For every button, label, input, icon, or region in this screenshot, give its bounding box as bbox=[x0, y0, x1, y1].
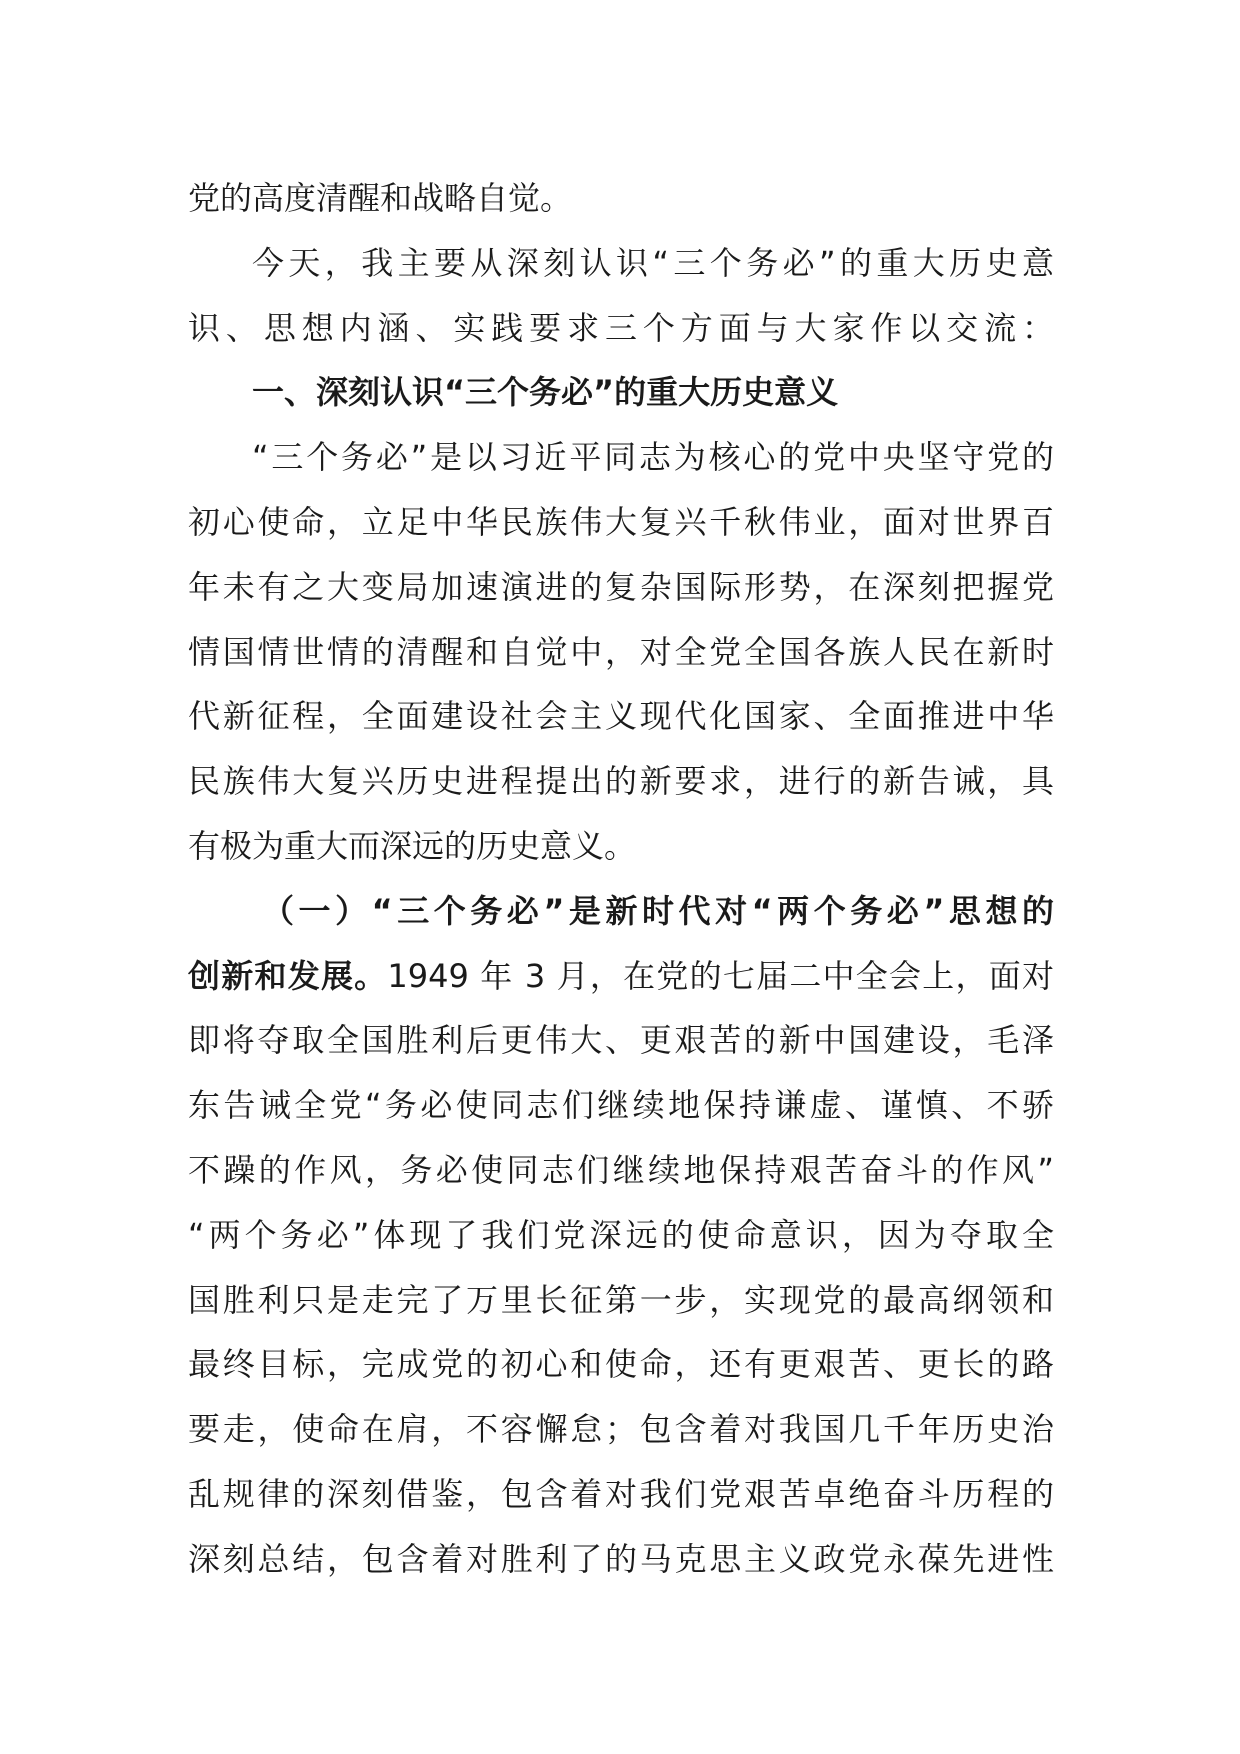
paragraph-line: “三个务必”是以习近平同志为核心的党中央坚守党的 bbox=[252, 438, 1054, 477]
paragraph-line: 年未有之大变局加速演进的复杂国际形势，在深刻把握党 bbox=[188, 567, 1054, 606]
paragraph-line: 国胜利只是走完了万里长征第一步，实现党的最高纲领和 bbox=[188, 1280, 1054, 1319]
paragraph-line: 代新征程，全面建设社会主义现代化国家、全面推进中华 bbox=[188, 697, 1054, 736]
paragraph-line: 最终目标，完成党的初心和使命，还有更艰苦、更长的路 bbox=[188, 1345, 1054, 1384]
subsection-heading-end: 创新和发展。 bbox=[188, 956, 388, 995]
paragraph-line: 情国情世情的清醒和自觉中，对全党全国各族人民在新时 bbox=[188, 632, 1054, 671]
document-body bbox=[188, 166, 1054, 1592]
paragraph-line: 初心使命，立足中华民族伟大复兴千秋伟业，面对世界百 bbox=[188, 502, 1054, 541]
paragraph-line-text: 1949 年 3 月，在党的七届二中全会上，面对 bbox=[387, 956, 1054, 995]
paragraph-line: 今天，我主要从深刻认识“三个务必”的重大历史意 bbox=[252, 243, 1054, 282]
paragraph-line: 东告诫全党“务必使同志们继续地保持谦虚、谨慎、不骄 bbox=[188, 1086, 1054, 1125]
paragraph-line: 有极为重大而深远的历史意义。 bbox=[188, 826, 637, 865]
section-heading: 一、深刻认识“三个务必”的重大历史意义 bbox=[252, 373, 839, 412]
paragraph-line: 要走，使命在肩，不容懈怠；包含着对我国几千年历史治 bbox=[188, 1410, 1054, 1449]
paragraph-line: 深刻总结，包含着对胜利了的马克思主义政党永葆先进性 bbox=[188, 1539, 1054, 1578]
paragraph-line: 即将夺取全国胜利后更伟大、更艰苦的新中国建设，毛泽 bbox=[188, 1021, 1054, 1060]
paragraph-line: “两个务必”体现了我们党深远的使命意识，因为夺取全 bbox=[188, 1215, 1054, 1254]
paragraph-line: 党的高度清醒和战略自觉。 bbox=[188, 179, 573, 217]
paragraph-line: 乱规律的深刻借鉴，包含着对我们党艰苦卓绝奋斗历程的 bbox=[188, 1474, 1054, 1513]
paragraph-line: 不躁的作风，务必使同志们继续地保持艰苦奋斗的作风” bbox=[188, 1150, 1054, 1189]
paragraph-line: 民族伟大复兴历史进程提出的新要求，进行的新告诫，具 bbox=[188, 762, 1054, 801]
paragraph-line: 识、思想内涵、实践要求三个方面与大家作以交流： bbox=[188, 308, 1054, 347]
subsection-heading: （一）“三个务必”是新时代对“两个务必”思想的 bbox=[262, 891, 1054, 930]
paragraph-line bbox=[188, 944, 1054, 1009]
